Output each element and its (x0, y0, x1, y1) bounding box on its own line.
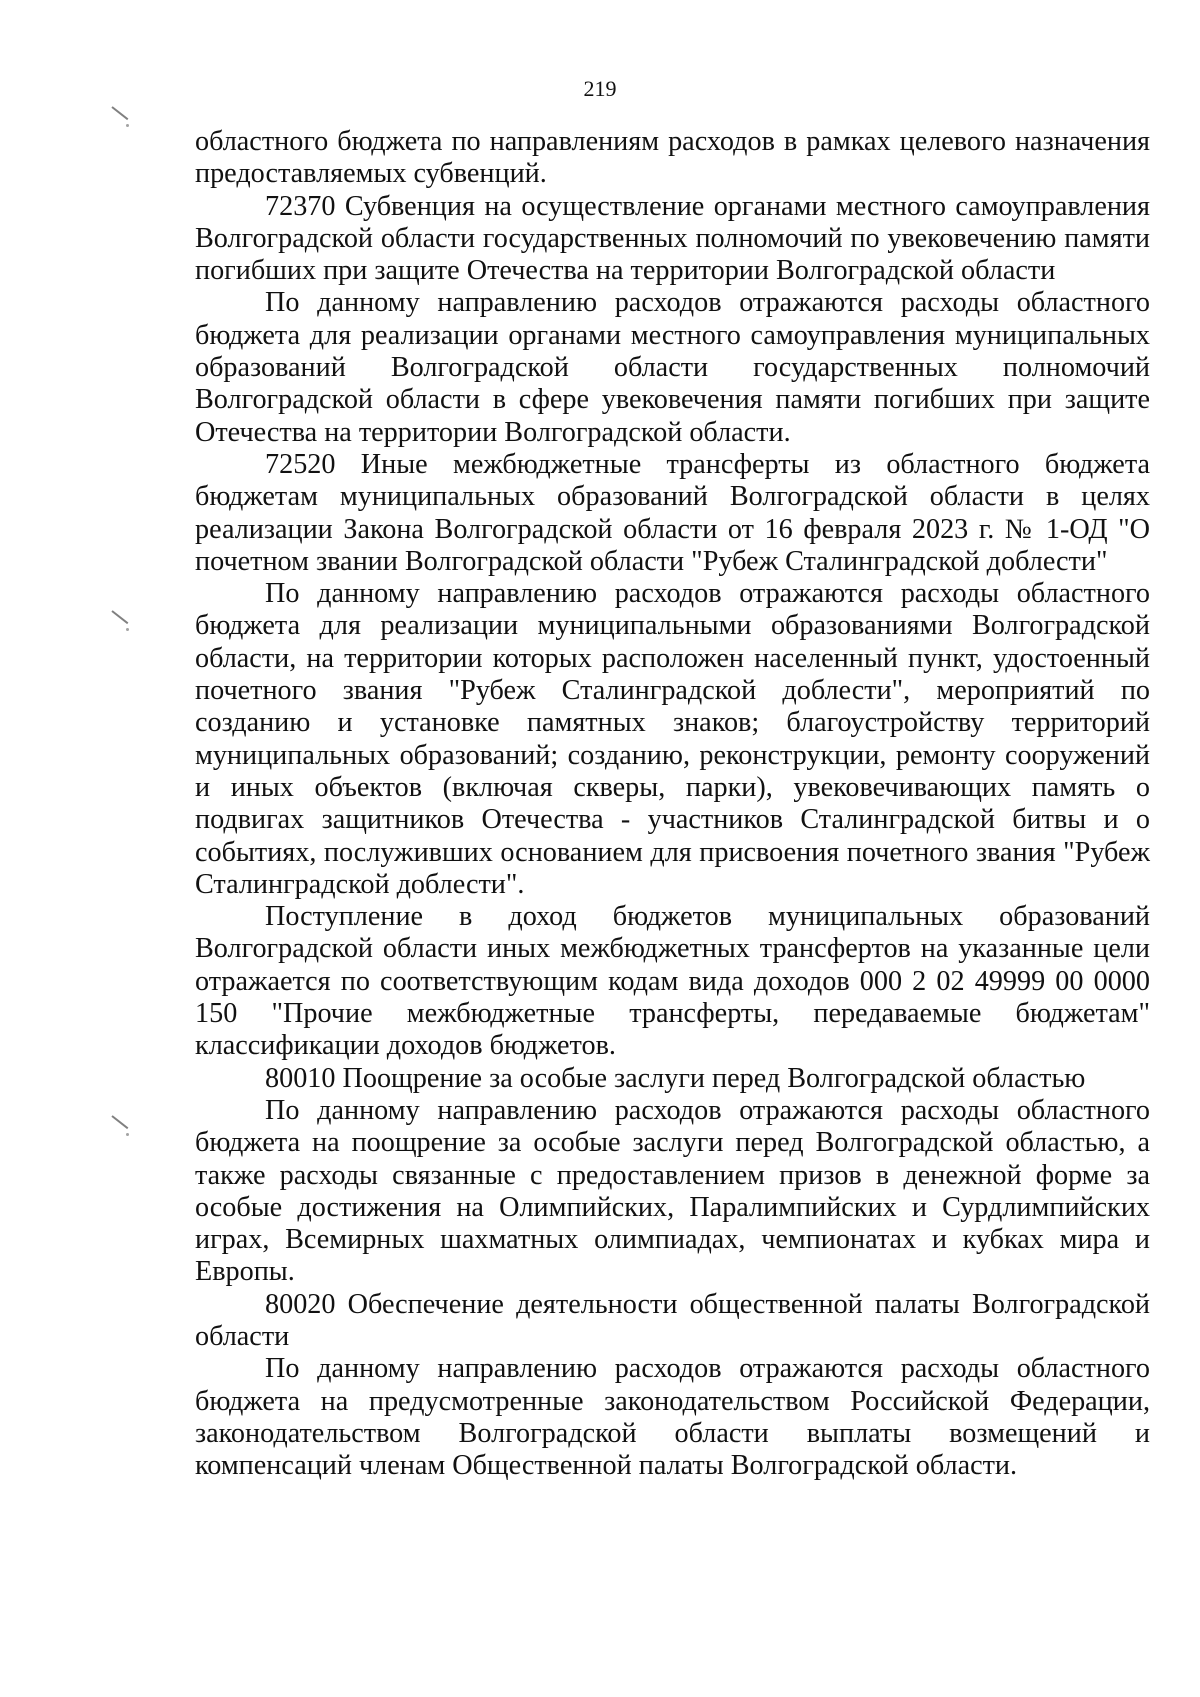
scan-artifact-mark (111, 610, 128, 624)
paragraph: По данному направлению расходов отражаются расходы областного бюджета для реализации органами местного самоуправления муниципальных образований Волгоградской области государственных полномочий Волгоградской области в сфере увековечения памяти погибших при защите Отечества на территории Волгоградской области. (195, 287, 1150, 448)
scan-artifact-dot (126, 628, 129, 631)
scan-artifact-mark (111, 1115, 128, 1129)
page-number: 219 (583, 76, 617, 101)
section-heading-80020: 80020 Обеспечение деятельности общественной палаты Волгоградской области (195, 1288, 1150, 1352)
paragraph: областного бюджета по направлениям расходов в рамках целевого назначения предоставляемых субвенций. (195, 126, 1150, 190)
scan-artifact-dot (126, 124, 129, 127)
scan-artifact-dot (126, 1133, 129, 1136)
section-heading-72370: 72370 Субвенция на осуществление органами местного самоуправления Волгоградской области государственных полномочий по увековечению памяти погибших при защите Отечества на территории Волгоградской области (195, 190, 1150, 287)
paragraph: По данному направлению расходов отражаются расходы областного бюджета на поощрение за особые заслуги перед Волгоградской областью, а также расходы связанные с предоставлением призов в денежной форме за особые достижения на Олимпийских, Паралимпийских и Сурдлимпийских играх, Всемирных шахматных олимпиадах, чемпионатах и кубках мира и Европы. (195, 1094, 1150, 1288)
scan-artifact-mark (111, 106, 128, 120)
section-heading-72520: 72520 Иные межбюджетные трансферты из областного бюджета бюджетам муниципальных образований Волгоградской области в целях реализации Закона Волгоградской области от 16 февраля 2023 г. № 1-ОД "О почетном звании Волгоградской области "Рубеж Сталинградской доблести" (195, 448, 1150, 577)
paragraph: По данному направлению расходов отражаются расходы областного бюджета на предусмотренные законодательством Российской Федерации, законодательством Волгоградской области выплаты возмещений и компенсаций членам Общественной палаты Волгоградской области. (195, 1353, 1150, 1482)
paragraph: Поступление в доход бюджетов муниципальных образований Волгоградской области иных межбюджетных трансфертов на указанные цели отражается по соответствующим кодам вида доходов 000 2 02 49999 00 0000 150 "Прочие межбюджетные трансферты, передаваемые бюджетам" классификации доходов бюджетов. (195, 901, 1150, 1062)
paragraph: По данному направлению расходов отражаются расходы областного бюджета для реализации муниципальными образованиями Волгоградской области, на территории которых расположен населенный пункт, удостоенный почетного звания "Рубеж Сталинградской доблести", мероприятий по созданию и установке памятных знаков; благоустройству территорий муниципальных образований; созданию, реконструкции, ремонту сооружений и иных объектов (включая скверы, парки), увековечивающих память о подвигах защитников Отечества - участников Сталинградской битвы и о событиях, послуживших основанием для присвоения почетного звания "Рубеж Сталинградской доблести". (195, 578, 1150, 900)
document-body (195, 126, 1150, 1482)
section-heading-80010: 80010 Поощрение за особые заслуги перед Волгоградской областью (265, 1062, 1086, 1094)
